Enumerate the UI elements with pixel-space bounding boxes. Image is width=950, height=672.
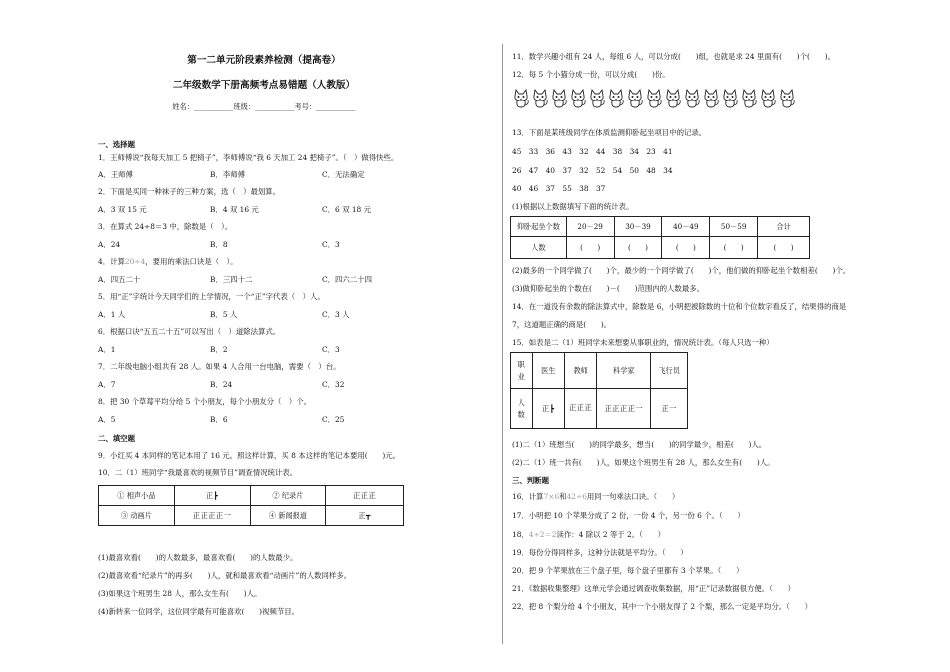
q15-table-data-row	[511, 389, 688, 429]
q10-cell-label: ③ 动画片	[99, 506, 175, 526]
cat-icon	[645, 88, 663, 108]
q5-option-b: B．5 人	[210, 310, 238, 319]
q2-option-c: C．6 双 18 元	[322, 205, 371, 214]
q6-option-b: B．2	[210, 345, 228, 354]
q10-cell-label: ④ 新闻报道	[250, 506, 326, 526]
q15-header-label: 职业	[517, 359, 525, 381]
q10-cell-tally: 正正正正一	[174, 506, 250, 526]
q10-subquestion-1: (1)最喜欢看( )的人数最多，最喜欢看( )的人数最少。	[98, 553, 298, 562]
question-14-line-1: 14．在一道没有余数的除法算式中，除数是 6，小明把被除数的十位和个位数字看反了，结果得的商是	[512, 302, 847, 311]
q10-table-row	[99, 486, 404, 506]
question-14-line-2: 7，这道题正确的商是( )。	[512, 320, 612, 329]
q15-career-table	[510, 352, 688, 429]
q13-row-label: 人数	[511, 237, 567, 259]
q15-row-label: 人数	[517, 397, 525, 419]
q10-cell-label: ② 纪录片	[250, 486, 326, 506]
cat-icon	[607, 88, 625, 108]
cat-icon	[569, 88, 587, 108]
q8-option-a: A．5	[98, 415, 116, 424]
q7-option-a: A．7	[98, 380, 116, 389]
question-20: 20．把 9 个苹果放在三个盘子里，每个盘子里都有 3 个苹果。（ ）	[512, 566, 744, 575]
q10-cell-tally: 正正正	[326, 486, 404, 506]
question-17: 17．小明把 10 个苹果分成了 2 份，一份 4 个，另一份 6 个。（ ）	[512, 511, 745, 520]
q7-option-b: B．24	[210, 380, 233, 389]
question-3: 3．在算式 24÷8＝3 中，除数是（ ）。	[98, 222, 233, 231]
worksheet-subtitle: 二年级数学下册高频考点易错题（人教版）	[172, 80, 356, 91]
question-11: 11．数学兴趣小组有 24 人，每组 6 人，可以分成( )组，也就是求 24 里面有( )个( )。	[512, 52, 835, 61]
question-2: 2．下面是买同一种袜子的三种方案，选（ ）最划算。	[98, 187, 281, 196]
question-18	[512, 530, 665, 539]
q13-data-row-3: 40 46 37 55 38 37	[512, 184, 606, 193]
q13-header-cell: 20－29	[566, 217, 614, 237]
q13-data-row-2: 26 47 40 37 32 52 54 50 48 34	[512, 166, 673, 175]
q8-option-c: C．25	[322, 415, 345, 424]
q10-subquestion-4: (4)新转来一位同学，这位同学最有可能喜欢( )视频节目。	[98, 607, 300, 616]
section-judge-heading: 三、判断题	[512, 476, 549, 485]
cat-icon	[778, 88, 796, 108]
q13-answer-blank: ( )	[566, 237, 614, 259]
q4-option-b: B．三四十二	[210, 275, 253, 284]
question-22: 22．把 8 个梨分给 4 个小朋友，其中一个小朋友得了 2 个梨，那么一定是平均分。（ ）	[512, 602, 812, 611]
q15-header-cell: 飞行员	[651, 353, 688, 389]
q1-option-b: B．李师傅	[210, 170, 245, 179]
q4-expression: 20÷4	[124, 257, 146, 266]
cat-icon	[702, 88, 720, 108]
section-fill-heading: 二、填空题	[98, 434, 135, 443]
q4-suffix: ，要用的乘法口诀是（ ）。	[145, 257, 238, 266]
q13-subquestion-3: (3)做仰卧起坐的个数在( )－( )范围内的人数最多。	[512, 284, 704, 293]
q2-option-a: A．3 双 15 元	[98, 205, 147, 214]
q18-prefix: 18．	[512, 530, 529, 539]
student-info-line: 姓名：___________班级：___________考号：___________	[172, 102, 356, 111]
q16-middle: 和	[559, 492, 567, 501]
question-4	[98, 257, 238, 266]
q4-option-c: C．四六二十四	[322, 275, 372, 284]
cat-icon	[721, 88, 739, 108]
q10-subquestion-2: (2)最喜欢看“纪录片”的再多( )人，就和最喜欢看“动画片”的人数同样多。	[98, 571, 352, 580]
q13-answer-blank: ( )	[662, 237, 710, 259]
q13-subquestion-1: (1)根据以上数据填写下面的统计表。	[512, 202, 634, 211]
q16-expression-1: 7×6	[543, 492, 560, 501]
q1-option-c: C．无法确定	[322, 170, 365, 179]
q15-table-header-row	[511, 353, 688, 389]
cat-icon	[664, 88, 682, 108]
question-7: 7．二年级电脑小组共有 28 人。如果 4 人合用一台电脑，需要（ ）台。	[98, 362, 341, 371]
cat-icon	[683, 88, 701, 108]
cat-icon	[588, 88, 606, 108]
q15-tally-cell: 正┣	[532, 389, 564, 429]
q15-tally-cell: 正一	[651, 389, 688, 429]
q13-table-header-row	[511, 217, 810, 237]
q3-option-c: C．3	[322, 240, 340, 249]
cat-icon	[512, 88, 530, 108]
question-9: 9．小红买 4 本同样的笔记本用了 16 元。照这样计算，买 8 本这样的笔记本要用( )元。	[98, 451, 401, 460]
q13-header-cell: 合计	[758, 217, 810, 237]
question-10: 10．二（1）班同学“我最喜欢的视频节目”调查情况统计表。	[98, 468, 298, 477]
question-21: 21．《数据收集整理》这单元学会通过调查收集数据，用“正”记录数据很方便。（ ）	[512, 584, 796, 593]
q13-header-cell: 50－59	[710, 217, 758, 237]
q10-cell-tally: 正┳	[326, 506, 404, 526]
question-13: 13．下面是某班级同学在体质监测仰卧起坐项目中的记录。	[512, 128, 707, 137]
question-6: 6．根据口诀“五五二十五”可以写出（ ）道除法算式。	[98, 327, 281, 336]
q13-table-data-row	[511, 237, 810, 259]
q10-cell-tally: 正┣	[174, 486, 250, 506]
cat-illustration-row	[512, 88, 782, 110]
q13-answer-blank: ( )	[710, 237, 758, 259]
q4-prefix: 4．计算	[98, 257, 125, 266]
q18-suffix: 读作：4 除以 2 等于 2。（ ）	[556, 530, 665, 539]
question-19: 19．每份分得同样多，这种分法就是平均分。（ ）	[512, 548, 688, 557]
question-12: 12．每 5 个小猫分成一份，可以分成( )份。	[512, 70, 670, 79]
q15-header-cell: 教师	[564, 353, 596, 389]
q13-header-cell: 40－49	[662, 217, 710, 237]
cat-icon	[759, 88, 777, 108]
cat-icon	[550, 88, 568, 108]
q15-header-cell	[511, 353, 533, 389]
question-8: 8．把 30 个草莓平均分给 5 个小朋友，每个小朋友分（ ）个。	[98, 397, 311, 406]
q6-option-a: A．1	[98, 345, 116, 354]
q15-tally-cell: 正正正	[564, 389, 596, 429]
q15-header-cell: 科学家	[597, 353, 651, 389]
q10-cell-label: ① 相声小品	[99, 486, 175, 506]
worksheet-title: 第一二单元阶段素养检测（提高卷）	[187, 55, 341, 66]
cat-icon	[531, 88, 549, 108]
q13-header-cell: 30－39	[614, 217, 662, 237]
q15-subquestion-2: (2)二（1）班一共有( )人，如果这个班男生有 28 人，那么女生有( )人。	[512, 458, 775, 467]
q15-header-cell: 医生	[532, 353, 564, 389]
q7-option-c: C．32	[322, 380, 345, 389]
q13-header-cell: 仰卧起坐个数	[511, 217, 567, 237]
q13-answer-blank: ( )	[758, 237, 810, 259]
q16-prefix: 16．计算	[512, 492, 544, 501]
q3-option-a: A．24	[98, 240, 121, 249]
q16-suffix: 用同一句乘法口诀。（ ）	[586, 492, 680, 501]
q5-option-a: A．1 人	[98, 310, 126, 319]
q15-row-label-cell	[511, 389, 533, 429]
q13-subquestion-2: (2)最多的一个同学做了( )个，最少的一个同学做了( )个，他们做的仰卧起坐个数相差( )个。	[512, 266, 851, 275]
q6-option-c: C．3	[322, 345, 340, 354]
q18-expression: 4÷2＝2	[528, 530, 557, 539]
question-15: 15．如表是二（1）班同学未来想要从事职业的，情况统计表。（每人只选一种）	[512, 338, 774, 347]
q16-expression-2: 42÷6	[566, 492, 587, 501]
question-16	[512, 492, 679, 501]
q10-table-row	[99, 506, 404, 526]
q1-option-a: A．王师傅	[98, 170, 133, 179]
q10-survey-table	[98, 485, 404, 526]
q15-tally-cell: 正正正正一	[597, 389, 651, 429]
question-5: 5．用“正”字统计今天同学们的上学情况，一个“正”字代表（ ）人。	[98, 292, 325, 301]
q13-stat-table	[510, 216, 810, 259]
q15-subquestion-1: (1)二（1）班想当( )的同学最多，想当( )的同学最少，相差( )人。	[512, 440, 767, 449]
q4-option-a: A．四五二十	[98, 275, 141, 284]
q13-data-row-1: 45 33 36 43 32 44 38 34 23 41	[512, 147, 673, 156]
q8-option-b: B．6	[210, 415, 228, 424]
q3-option-b: B．8	[210, 240, 228, 249]
cat-icon	[740, 88, 758, 108]
cat-icon	[626, 88, 644, 108]
q10-subquestion-3: (3)如果这个班男生 28 人，那么女生有( )人。	[98, 589, 262, 598]
column-divider	[502, 44, 503, 644]
q5-option-c: C．3 人	[322, 310, 350, 319]
section-choice-heading: 一、选择题	[98, 140, 135, 149]
q2-option-b: B．4 双 16 元	[210, 205, 259, 214]
question-1: 1．王师傅说“我每天加工 5 把椅子”，李师傅说“我 6 天加工 24 把椅子”。（ ）做得快些。	[98, 153, 399, 162]
q13-answer-blank: ( )	[614, 237, 662, 259]
